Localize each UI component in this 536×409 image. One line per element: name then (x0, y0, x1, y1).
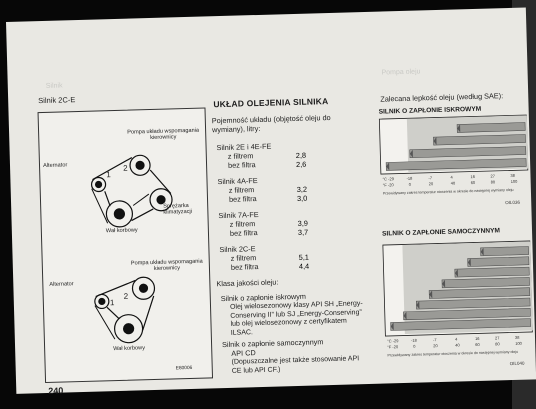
with-filter-value: 3,9 (297, 218, 309, 228)
viscosity-bar (468, 257, 529, 267)
tick-c: 38 (510, 172, 516, 178)
viscosity-label: Zalecana lepkość oleju (według SAE): (380, 91, 504, 104)
tick-f: 80 (495, 341, 500, 347)
spark-label: Silnik o zapłonie iskrowym (220, 291, 307, 304)
tick-f: 100 (515, 340, 522, 346)
without-filter-value: 2,6 (295, 159, 307, 169)
tick-f: 100 (510, 178, 518, 184)
ghost-text: Silnik (45, 82, 63, 90)
without-filter-value: 3,0 (296, 193, 308, 203)
viscosity-bar (480, 246, 528, 255)
callout-2b: 2 (123, 291, 129, 301)
tick-c: -18 (406, 175, 413, 181)
page-number: 240 (48, 385, 64, 396)
tick-c: 27 (494, 335, 500, 341)
tick-f: 40 (450, 180, 456, 186)
figure-code: OIL036 (505, 199, 521, 206)
viscosity-bar (457, 123, 525, 133)
with-filter-value: 2,8 (295, 150, 307, 160)
tick-c: 38 (514, 334, 520, 340)
engine-name: Silnik 2C-E (219, 244, 256, 255)
diesel-label: Silnik o zapłonie samoczynnym (221, 337, 324, 350)
viscosity-chart-diesel (382, 240, 533, 336)
callout-2: 2 (123, 163, 128, 173)
chart-caption: Przewidywany zakres temperatur otoczenia w okresie do następnej wymiany oleju (387, 349, 519, 358)
with-filter-value: 5,1 (298, 252, 309, 262)
tick-c: -7 (428, 175, 433, 181)
with-filter-label: z filtrem (228, 185, 255, 195)
tick-f: 60 (470, 179, 476, 186)
tick-c: 4 (450, 174, 453, 180)
without-filter-label: bez filtra (229, 228, 258, 238)
ghost-text: Pompa oleju (381, 68, 421, 77)
spark-oil-spec: Olej wielosezonowy klasy API SH „Energy-Conserving II” lub SJ „Energy-Conserving” lub olej wielosezonowy z certyfikatem ILSAC. (229, 300, 363, 337)
tick-c: °C -29 (382, 176, 394, 182)
without-filter-label: bez filtra (227, 160, 256, 170)
tick-f: 60 (475, 341, 480, 348)
tick-c: 4 (454, 336, 458, 342)
label-crankshaft: Wał korbowy (105, 227, 138, 235)
with-filter-label: z filtrem (229, 219, 256, 229)
tick-c: -7 (432, 337, 437, 343)
label-ac-compressor: Sprężarka klimatyzacji (163, 202, 193, 217)
tick-f: °F -20 (382, 182, 394, 188)
tick-f: 0 (413, 343, 416, 349)
diesel-oil-note: (Dopuszczalne jest także stosowanie API CE lub API CF.) (231, 355, 360, 375)
belt-routing-1 (91, 154, 173, 227)
without-filter-label: bez filtra (228, 194, 257, 204)
label-power-steering-pump-2: Pompa układu wspomagania kierownicy (130, 258, 203, 273)
chart-title-spark: SILNIK O ZAPŁONIE ISKROWYM (378, 105, 482, 116)
with-filter-value: 3,2 (296, 184, 308, 194)
tick-f: 20 (428, 181, 434, 187)
belt-diagram-frame (38, 107, 214, 383)
tick-f: °F -20 (387, 344, 399, 350)
with-filter-label: z filtrem (227, 151, 254, 161)
engine-name: Silnik 2E i 4E-FE (216, 141, 272, 153)
callout-1b: 1 (109, 298, 115, 308)
tick-c: 27 (490, 173, 496, 179)
belt-routing-2 (94, 277, 156, 344)
figure-code: E80006 (175, 365, 193, 372)
callout-1: 1 (106, 170, 111, 180)
label-crankshaft-2: Wał korbowy (113, 345, 146, 353)
without-filter-value: 3,7 (297, 227, 309, 237)
label-alternator-2: Alternator (49, 281, 74, 288)
tick-c: 16 (474, 335, 480, 342)
capacity-label: Pojemność układu (objętość oleju do wymiany), litry: (211, 112, 331, 135)
viscosity-chart-spark (379, 114, 529, 174)
chart-title-diesel: SILNIK O ZAPŁONIE SAMOCZYNNYM (381, 227, 501, 238)
tick-c: -18 (410, 337, 417, 343)
label-power-steering-pump: Pompa układu wspomagania kierownicy (127, 127, 200, 142)
without-filter-label: bez filtra (230, 262, 259, 272)
figure-code: OIL040 (509, 360, 525, 367)
chart-caption: Przewidywany zakres temperatur otoczenia w okresie do następnej wymiany oleju (382, 187, 514, 196)
manual-pages (6, 7, 536, 396)
tick-f: 0 (408, 181, 411, 187)
tick-f: 40 (455, 342, 460, 348)
section-label: Silnik 2C-E (38, 95, 76, 106)
engine-name: Silnik 7A-FE (218, 210, 259, 221)
tick-f: 20 (433, 343, 438, 349)
tick-c: °C -29 (386, 338, 399, 344)
without-filter-value: 4,4 (298, 261, 310, 271)
tick-c: 16 (470, 173, 476, 180)
label-alternator: Alternator (42, 162, 68, 170)
section-title: UKŁAD OLEJENIA SILNIKA (213, 96, 329, 110)
diesel-oil-spec: API CD (231, 348, 256, 358)
tick-f: 80 (490, 179, 496, 185)
with-filter-label: z filtrem (230, 253, 257, 263)
engine-name: Silnik 4A-FE (217, 176, 258, 187)
belt-diagram (39, 108, 212, 382)
quality-label: Klasa jakości oleju: (216, 277, 279, 289)
